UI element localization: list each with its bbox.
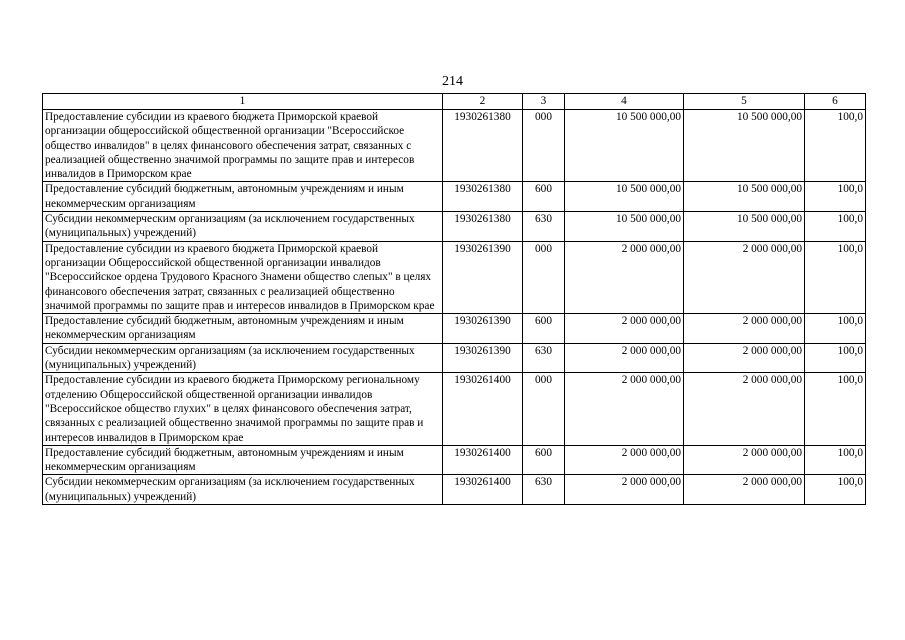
row-col5: 2 000 000,00 (684, 475, 805, 505)
row-col6: 100,0 (805, 445, 866, 475)
row-code: 1930261380 (443, 182, 523, 212)
row-name: Субсидии некоммерческим организациям (за исключением государственных (муниципальных) учреждений) (43, 475, 443, 505)
row-name: Предоставление субсидий бюджетным, автономным учреждениям и иным некоммерческим организациям (43, 445, 443, 475)
row-kind: 630 (523, 475, 565, 505)
row-col4: 2 000 000,00 (565, 475, 684, 505)
table-header-row (43, 94, 866, 110)
table-row (43, 475, 866, 505)
row-col5: 2 000 000,00 (684, 241, 805, 313)
row-name: Предоставление субсидии из краевого бюджета Приморской краевой организации Общероссийской общественной организации инвалидов "Всероссийское ордена Трудового Красного Знамени общество слепых" в целях финансового обеспечения затрат, связанных с реализацией общественно значимой программы по защите прав и интересов инвалидов в Приморском крае (43, 241, 443, 313)
row-col4: 2 000 000,00 (565, 241, 684, 313)
row-col4: 2 000 000,00 (565, 343, 684, 373)
row-col5: 2 000 000,00 (684, 373, 805, 445)
budget-table (42, 93, 866, 505)
row-col4: 10 500 000,00 (565, 212, 684, 242)
page-number: 214 (442, 74, 463, 89)
row-col5: 2 000 000,00 (684, 445, 805, 475)
table-row (43, 343, 866, 373)
row-kind: 600 (523, 182, 565, 212)
row-col4: 2 000 000,00 (565, 314, 684, 344)
table-row (43, 241, 866, 313)
row-code: 1930261390 (443, 314, 523, 344)
row-col6: 100,0 (805, 110, 866, 182)
row-col5: 2 000 000,00 (684, 343, 805, 373)
table-row (43, 373, 866, 445)
row-col5: 2 000 000,00 (684, 314, 805, 344)
column-header-4: 4 (565, 94, 684, 110)
row-name: Предоставление субсидий бюджетным, автономным учреждениям и иным некоммерческим организациям (43, 182, 443, 212)
row-code: 1930261380 (443, 212, 523, 242)
row-col5: 10 500 000,00 (684, 182, 805, 212)
row-name: Предоставление субсидии из краевого бюджета Приморской краевой организации общероссийской общественной организации "Всероссийское общество инвалидов" в целях финансового обеспечения затрат, связанных с реализацией общественно значимой программы по защите прав и интересов инвалидов в Приморском крае (43, 110, 443, 182)
row-name: Субсидии некоммерческим организациям (за исключением государственных (муниципальных) учреждений) (43, 212, 443, 242)
row-code: 1930261400 (443, 445, 523, 475)
column-header-2: 2 (443, 94, 523, 110)
table-row (43, 314, 866, 344)
row-col6: 100,0 (805, 212, 866, 242)
row-name: Предоставление субсидий бюджетным, автономным учреждениям и иным некоммерческим организациям (43, 314, 443, 344)
row-code: 1930261380 (443, 110, 523, 182)
row-kind: 000 (523, 241, 565, 313)
column-header-5: 5 (684, 94, 805, 110)
row-col4: 2 000 000,00 (565, 445, 684, 475)
row-col6: 100,0 (805, 475, 866, 505)
row-kind: 000 (523, 110, 565, 182)
row-col6: 100,0 (805, 314, 866, 344)
row-col4: 10 500 000,00 (565, 182, 684, 212)
row-code: 1930261390 (443, 241, 523, 313)
column-header-3: 3 (523, 94, 565, 110)
row-code: 1930261390 (443, 343, 523, 373)
row-col4: 2 000 000,00 (565, 373, 684, 445)
row-kind: 630 (523, 343, 565, 373)
row-col6: 100,0 (805, 373, 866, 445)
row-col6: 100,0 (805, 182, 866, 212)
row-code: 1930261400 (443, 373, 523, 445)
table-row (43, 110, 866, 182)
row-col5: 10 500 000,00 (684, 110, 805, 182)
row-kind: 600 (523, 445, 565, 475)
table-row (43, 212, 866, 242)
row-col5: 10 500 000,00 (684, 212, 805, 242)
table-row (43, 182, 866, 212)
table-row (43, 445, 866, 475)
column-header-6: 6 (805, 94, 866, 110)
column-header-1: 1 (43, 94, 443, 110)
row-kind: 000 (523, 373, 565, 445)
row-code: 1930261400 (443, 475, 523, 505)
row-kind: 600 (523, 314, 565, 344)
row-col6: 100,0 (805, 241, 866, 313)
row-col6: 100,0 (805, 343, 866, 373)
row-col4: 10 500 000,00 (565, 110, 684, 182)
row-name: Субсидии некоммерческим организациям (за исключением государственных (муниципальных) учреждений) (43, 343, 443, 373)
row-name: Предоставление субсидии из краевого бюджета Приморскому региональному отделению Общероссийской общественной организации инвалидов "Всероссийское общество глухих" в целях финансового обеспечения затрат, связанных с реализацией общественно значимой программы по защите прав и интересов инвалидов в Приморском крае (43, 373, 443, 445)
row-kind: 630 (523, 212, 565, 242)
